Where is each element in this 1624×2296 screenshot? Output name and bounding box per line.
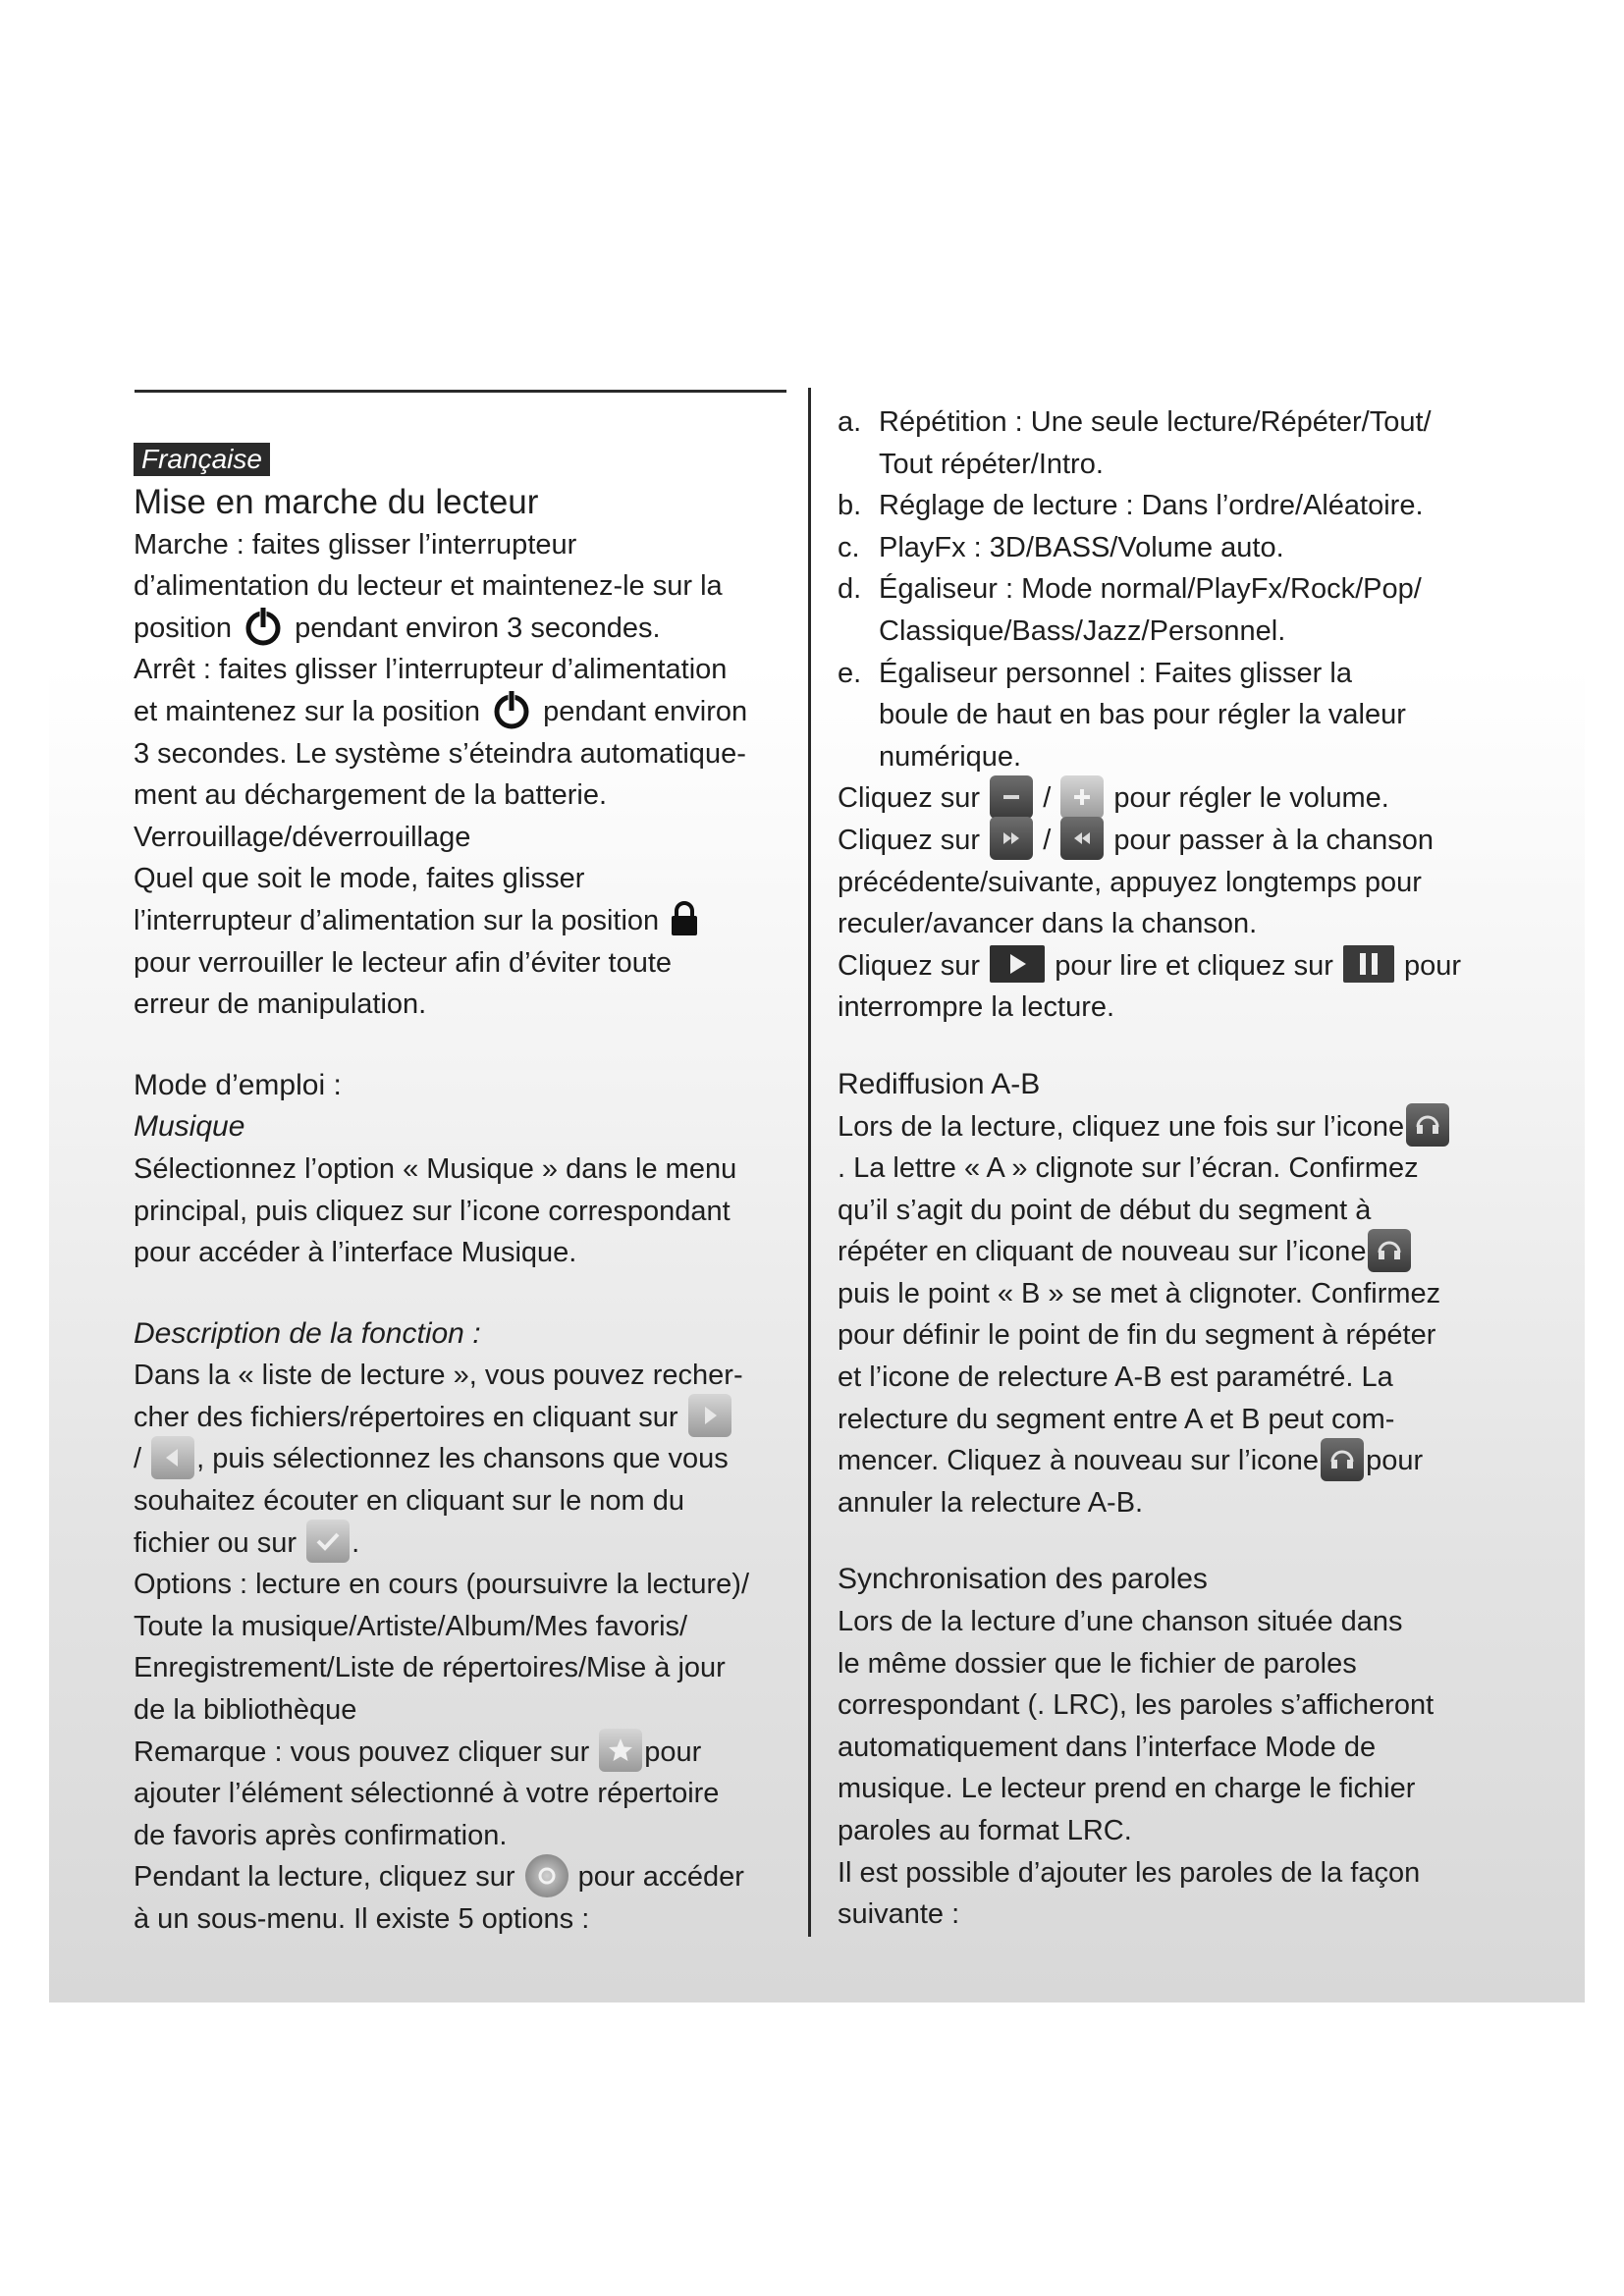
text-line: ment au déchargement de la batterie. — [134, 779, 608, 812]
text-line: et l’icone de relecture A-B est paramétré. La — [838, 1362, 1393, 1394]
text-line: annuler la relecture A-B. — [838, 1486, 1144, 1519]
text-line: Lors de la lecture d’une chanson située dans — [838, 1606, 1403, 1638]
text-line: de favoris après confirmation. — [134, 1819, 508, 1851]
right-column — [838, 401, 1515, 1936]
previous-icon — [990, 817, 1033, 860]
confirm-icon — [306, 1520, 350, 1563]
left-column — [134, 435, 793, 1941]
list-item: a. Répétition : Une seule lecture/Répéter/Tout/ Tout répéter/Intro. — [838, 406, 1432, 480]
lock-icon — [669, 901, 700, 936]
back-icon — [151, 1436, 194, 1479]
text-line: Options : lecture en cours (poursuivre la lecture)/ — [134, 1569, 749, 1601]
text-line: d’alimentation du lecteur et maintenez-le sur la — [134, 570, 723, 603]
column-divider — [808, 388, 811, 1937]
text-line: Enregistrement/Liste de répertoires/Mise à jour — [134, 1652, 726, 1684]
pause-icon — [1343, 945, 1394, 983]
text-line: Cliquez sur / pour régler le volume. — [838, 777, 1515, 820]
top-rule — [135, 390, 786, 393]
subheading: Verrouillage/déverrouillage — [134, 821, 471, 853]
text-line: 3 secondes. Le système s’éteindra automatique- — [134, 737, 746, 770]
text-line: Toute la musique/Artiste/Album/Mes favoris/ — [134, 1610, 688, 1642]
ab-repeat-icon — [1321, 1438, 1364, 1481]
text-line: répéter en cliquant de nouveau sur l’icone — [838, 1231, 1515, 1273]
text-line: Pendant la lecture, cliquez sur pour accéder — [134, 1856, 793, 1898]
text-line: correspondant (. LRC), les paroles s’afficheront — [838, 1689, 1435, 1722]
lyrics-sync-heading: Synchronisation des paroles — [838, 1563, 1208, 1596]
text-line: pour définir le point de fin du segment à répéter — [838, 1319, 1436, 1352]
text-line: Il est possible d’ajouter les paroles de la façon — [838, 1856, 1421, 1889]
text-line: pour accéder à l’interface Musique. — [134, 1237, 577, 1269]
text-line: fichier ou sur . — [134, 1522, 793, 1565]
text-line: et maintenez sur la position pendant environ — [134, 691, 793, 733]
list-item: c. PlayFx : 3D/BASS/Volume auto. — [838, 531, 1284, 563]
text-line: Cliquez sur pour lire et cliquez sur pour — [838, 945, 1515, 988]
volume-up-icon — [1060, 775, 1104, 819]
list-item: e. Égaliseur personnel : Faites glisser la boule de haut en bas pour régler la valeur numérique. — [838, 657, 1406, 773]
text-line: suivante : — [838, 1898, 960, 1931]
text-line: paroles au format LRC. — [838, 1815, 1132, 1846]
text-line: le même dossier que le fichier de paroles — [838, 1647, 1357, 1680]
section-title: Mise en marche du lecteur — [134, 482, 539, 521]
list-item: b. Réglage de lecture : Dans l’ordre/Aléatoire. — [838, 490, 1424, 522]
power-icon — [242, 605, 285, 648]
text-line: souhaitez écouter en cliquant sur le nom du — [134, 1485, 685, 1518]
text-line: automatiquement dans l’interface Mode de — [838, 1731, 1377, 1763]
submenu-icon — [525, 1854, 568, 1897]
text-line: cher des fichiers/répertoires en cliquant sur — [134, 1397, 793, 1439]
text-line: interrompre la lecture. — [838, 991, 1115, 1024]
description-heading: Description de la fonction : — [134, 1316, 481, 1350]
text-line: de la bibliothèque — [134, 1694, 357, 1727]
text-line: principal, puis cliquez sur l’icone correspondant — [134, 1195, 731, 1227]
text-line: Remarque : vous pouvez cliquer sur pour — [134, 1732, 793, 1774]
text-line: musique. Le lecteur prend en charge le fichier — [838, 1773, 1416, 1805]
ab-repeat-icon — [1368, 1229, 1411, 1272]
text-line: erreur de manipulation. — [134, 988, 427, 1021]
text-line: Quel que soit le mode, faites glisser — [134, 863, 585, 895]
text-line: ajouter l’élément sélectionné à votre répertoire — [134, 1778, 720, 1810]
text-line: Lors de la lecture, cliquez une fois sur l’icone — [838, 1106, 1515, 1148]
text-line: puis le point « B » se met à clignoter. Confirmez — [838, 1277, 1441, 1309]
list-item: d. Égaliseur : Mode normal/PlayFx/Rock/Pop/ Classique/Bass/Jazz/Personnel. — [838, 573, 1422, 647]
text-line: reculer/avancer dans la chanson. — [838, 908, 1258, 940]
language-badge: Française — [134, 443, 270, 476]
text-line: relecture du segment entre A et B peut com- — [838, 1403, 1395, 1435]
usage-heading: Mode d’emploi : — [134, 1068, 342, 1101]
text-line: pour verrouiller le lecteur afin d’éviter toute — [134, 946, 673, 979]
text-line: Cliquez sur / pour passer à la chanson — [838, 820, 1515, 862]
next-icon — [1060, 817, 1104, 860]
text-line: qu’il s’agit du point de début du segment à — [838, 1194, 1372, 1226]
volume-down-icon — [990, 775, 1033, 819]
text-line: mencer. Cliquez à nouveau sur l’icone pour — [838, 1440, 1515, 1482]
text-line: . La lettre « A » clignote sur l’écran. Confirmez — [838, 1152, 1419, 1185]
text-line: Sélectionnez l’option « Musique » dans le menu — [134, 1152, 737, 1185]
ab-repeat-heading: Rediffusion A-B — [838, 1067, 1041, 1100]
text-line: à un sous-menu. Il existe 5 options : — [134, 1903, 590, 1935]
favorite-icon — [599, 1729, 642, 1772]
power-icon — [490, 688, 533, 731]
music-heading: Musique — [134, 1110, 245, 1144]
text-line: Marche : faites glisser l’interrupteur — [134, 528, 577, 561]
play-icon — [990, 945, 1045, 983]
text-line: position pendant environ 3 secondes. — [134, 608, 793, 650]
ab-repeat-icon — [1406, 1103, 1449, 1147]
text-line: Arrêt : faites glisser l’interrupteur d’alimentation — [134, 654, 728, 686]
text-line: l’interrupteur d’alimentation sur la position — [134, 900, 793, 942]
text-line: / , puis sélectionnez les chansons que vous — [134, 1438, 793, 1480]
text-line: précédente/suivante, appuyez longtemps pour — [838, 866, 1422, 898]
search-icon — [688, 1394, 731, 1437]
text-line: Dans la « liste de lecture », vous pouvez recher- — [134, 1360, 743, 1392]
